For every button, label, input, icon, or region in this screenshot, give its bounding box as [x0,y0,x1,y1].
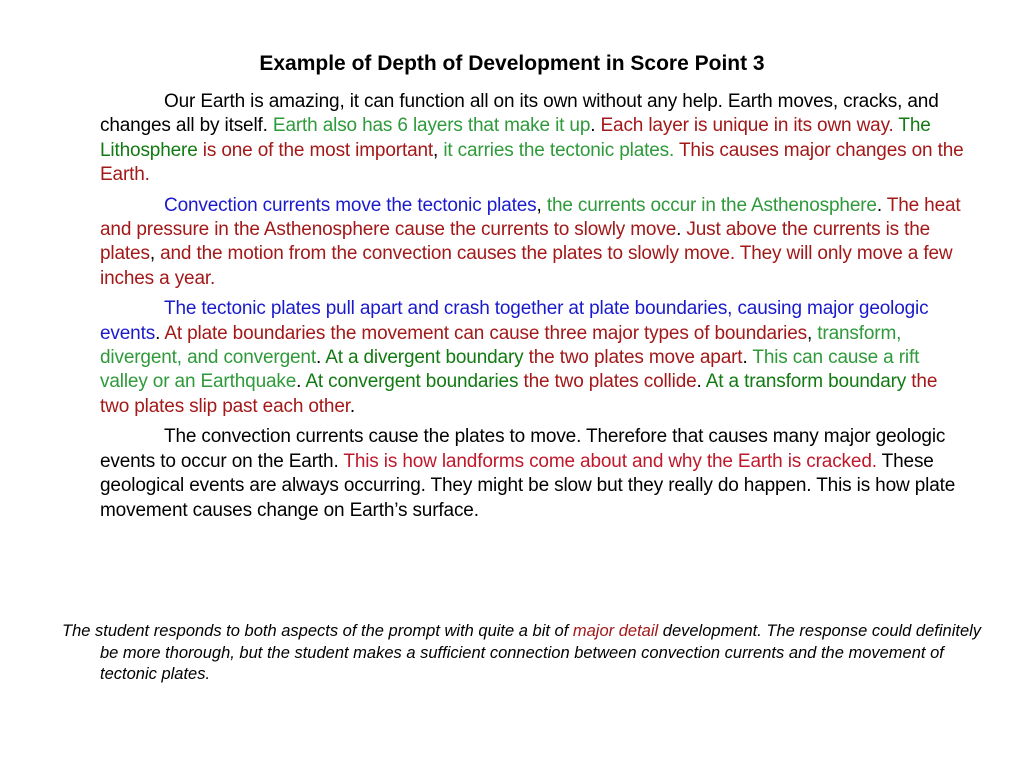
scorer-commentary [62,621,1000,686]
essay-paragraph-4 [100,425,966,523]
p3-seg-13: the two plates collide [518,371,697,393]
slide-title: Example of Depth of Development in Score Point 3 [259,52,765,75]
p1-seg-5: The Lithosphere [100,115,931,161]
p2-seg-3: the currents occur in the Asthenosphere [546,194,877,216]
commentary-seg-2: major detail [572,622,659,640]
p3-seg-17: . [349,395,356,417]
commentary-text [62,621,1000,686]
p2-seg-2: , [536,194,547,216]
p4-seg-2: This is how landforms come about and why the Earth is cracked. [343,450,877,472]
p3-seg-5: transform, divergent, and convergent [100,322,902,369]
p4-seg-3: These geological events are always occurring. They might be slow but they really do happen. This is how plate movement causes change on Earth’s surface. [100,450,956,521]
p3-seg-11: . [296,371,306,393]
p3-seg-6: . [315,347,326,369]
essay-paragraph-3 [100,297,966,419]
p1-seg-4: Each layer is unique in its own way. [600,115,899,137]
p3-seg-16: the two plates slip past each other [100,371,938,417]
p4-seg-1: The convection currents cause the plates to move. Therefore that causes many major geologic events to occur on the Earth. [100,426,946,472]
p3-seg-14: . [696,371,706,393]
p2-seg-5: The heat and pressure in the Asthenosphere cause the currents to slowly move [100,194,961,241]
p1-seg-8: it carries the tectonic plates. [443,139,679,161]
p1-seg-1: Our Earth is amazing, it can function all on its own without any help. Earth moves, cracks, and changes all by itself. [100,91,939,137]
p2-seg-4: . [876,194,887,216]
essay-paragraph-1 [100,90,966,188]
p2-seg-6: . [676,219,687,241]
p3-seg-10: This can cause a rift valley or an Earthquake [100,347,920,393]
essay-paragraph-2 [100,194,966,292]
p3-seg-8: the two plates move apart [523,347,743,369]
p1-seg-9: This causes major changes on the Earth. [100,139,964,186]
p1-seg-7: , [433,139,444,161]
p2-seg-8: , [149,243,161,265]
p3-seg-3: At plate boundaries the movement can cause three major types of boundaries [164,322,807,344]
student-essay [100,90,966,529]
p1-seg-2: Earth also has 6 layers that make it up [272,115,591,137]
p3-seg-9: . [742,347,753,369]
p3-seg-1: The tectonic plates pull apart and crash together at plate boundaries, causing major geologic events [100,298,929,344]
p3-seg-12: At convergent boundaries [305,371,519,393]
p3-seg-15: At a transform boundary [705,371,907,393]
p3-seg-4: , [807,322,818,344]
p2-seg-9: and the motion from the convection causes the plates to slowly move. They will only move a few inches a year. [100,243,953,289]
p3-seg-2: . [155,322,165,344]
p1-seg-3: . [590,115,601,137]
commentary-seg-1: The student responds to both aspects of the prompt with quite a bit of [62,622,573,640]
p2-seg-1: Convection currents move the tectonic plates [164,194,537,216]
p3-seg-7: At a divergent boundary [325,347,524,369]
commentary-seg-3: development. The response could definitely be more thorough, but the student makes a sufficient connection between convection currents and the movement of tectonic plates. [100,622,982,683]
p1-seg-6: is one of the most important [197,139,434,161]
p2-seg-7: Just above the currents is the plates [100,219,931,265]
